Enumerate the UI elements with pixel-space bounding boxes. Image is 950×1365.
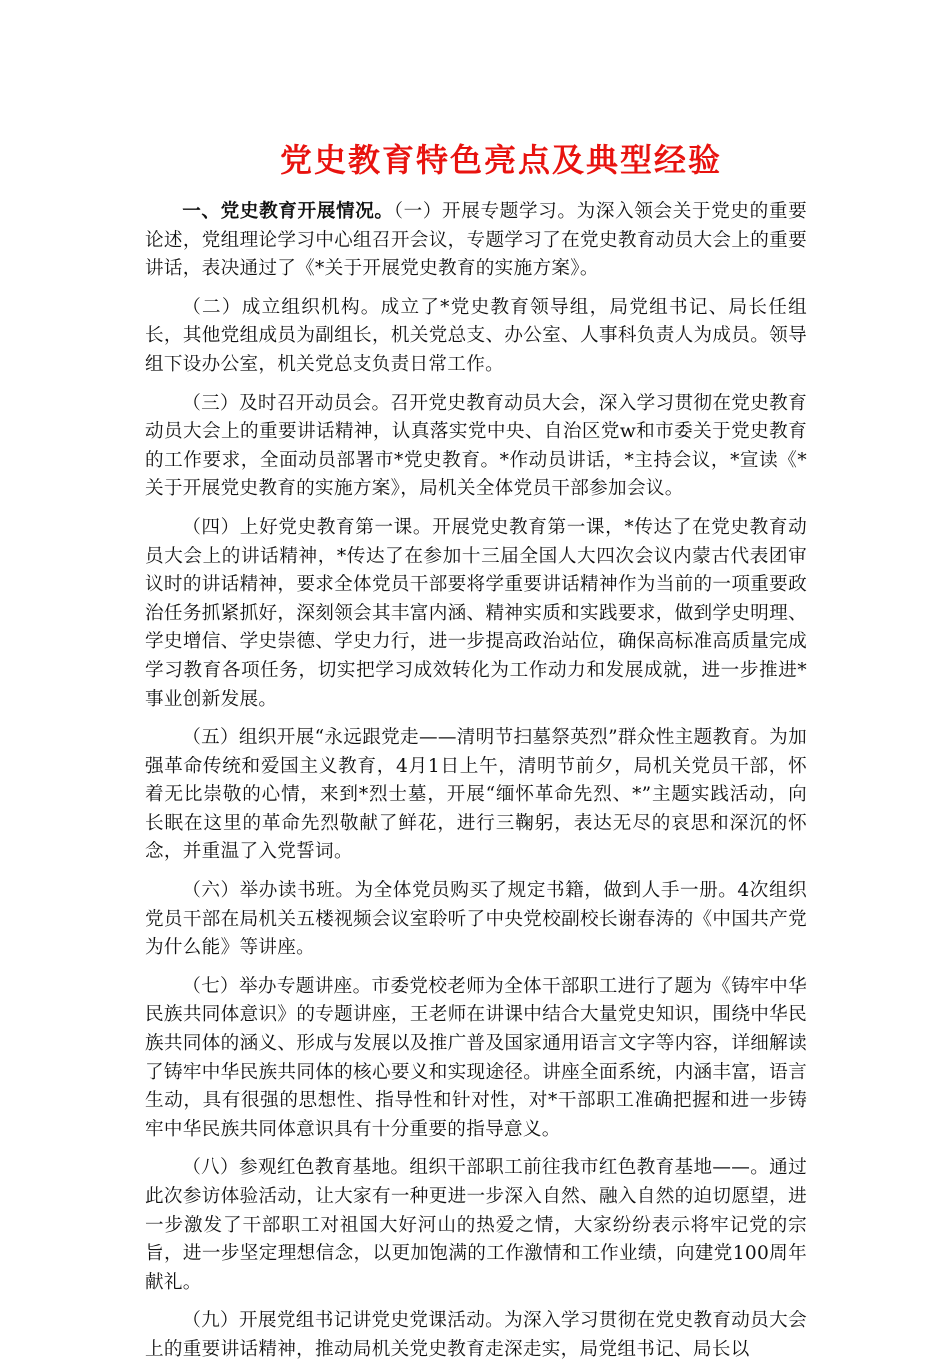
paragraph-6: （六）举办读书班。为全体党员购买了规定书籍，做到人手一册。4次组织党员干部在局机关五楼视频会议室聆听了中央党校副校长谢春涛的《中国共产党为什么能》等讲座。 [145, 880, 807, 959]
paragraph-8: （八）参观红色教育基地。组织干部职工前往我市红色教育基地——。通过此次参访体验活动，让大家有一种更进一步深入自然、融入自然的迫切愿望，进一步激发了干部职工对祖国大好河山的热爱之情，大家纷纷表示将牢记党的宗旨，进一步坚定理想信念，以更加饱满的工作激情和工作业绩，向建党100周年献礼。 [145, 1157, 807, 1293]
paragraph-text: （一）开展专题学习。为深入领会关于党史的重要论述，党组理论学习中心组召开会议，专题学习了在党史教育动员大会上的重要讲话，表决通过了《*关于开展党史教育的实施方案》。 [145, 201, 807, 280]
paragraph-5: （五）组织开展“永远跟党走——清明节扫墓祭英烈”群众性主题教育。为加强革命传统和爱国主义教育，4月1日上午，清明节前夕，局机关党员干部，怀着无比崇敬的心情，来到*烈士墓，开展“缅怀革命先烈、*”主题实践活动，向长眠在这里的革命先烈敬献了鲜花，进行三鞠躬，表达无尽的哀思和深沉的怀念，并重温了入党誓词。 [145, 727, 807, 863]
document-title: 党史教育特色亮点及典型经验 [279, 141, 722, 179]
paragraph-7: （七）举办专题讲座。市委党校老师为全体干部职工进行了题为《铸牢中华民族共同体意识》的专题讲座，王老师在讲课中结合大量党史知识，围绕中华民族共同体的涵义、形成与发展以及推广普及国家通用语言文字等内容，详细解读了铸牢中华民族共同体的核心要义和实现途径。讲座全面系统，内涵丰富，语言生动，具有很强的思想性、指导性和针对性，对*干部职工准确把握和进一步铸牢中华民族共同体意识具有十分重要的指导意义。 [145, 975, 807, 1140]
paragraph-2: （二）成立组织机构。成立了*党史教育领导组，局党组书记、局长任组长，其他党组成员为副组长，机关党总支、办公室、人事科负责人为成员。领导组下设办公室，机关党总支负责日常工作。 [145, 296, 807, 375]
paragraph-3: （三）及时召开动员会。召开党史教育动员大会，深入学习贯彻在党史教育动员大会上的重要讲话精神，认真落实党中央、自治区党w和市委关于党史教育的工作要求，全面动员部署市*党史教育。*作动员讲话，*主持会议，*宣读《*关于开展党史教育的实施方案》，局机关全体党员干部参加会议。 [145, 392, 807, 500]
paragraph-1 [145, 198, 807, 284]
paragraph-4: （四）上好党史教育第一课。开展党史教育第一课，*传达了在党史教育动员大会上的讲话精神，*传达了在参加十三届全国人大四次会议内蒙古代表团审议时的讲话精神，要求全体党员干部要将学重要讲话精神作为当前的一项重要政治任务抓紧抓好，深刻领会其丰富内涵、精神实质和实践要求，做到学史明理、学史增信、学史崇德、学史力行，进一步提高政治站位，确保高标准高质量完成学习教育各项任务，切实把学习成效转化为工作动力和发展成就，进一步推进*事业创新发展。 [145, 516, 807, 710]
paragraph-9: （九）开展党组书记讲党史党课活动。为深入学习贯彻在党史教育动员大会上的重要讲话精神，推动局机关党史教育走深走实，局党组书记、局长以 [145, 1310, 807, 1360]
section-heading: 一、党史教育开展情况。 [182, 201, 394, 222]
